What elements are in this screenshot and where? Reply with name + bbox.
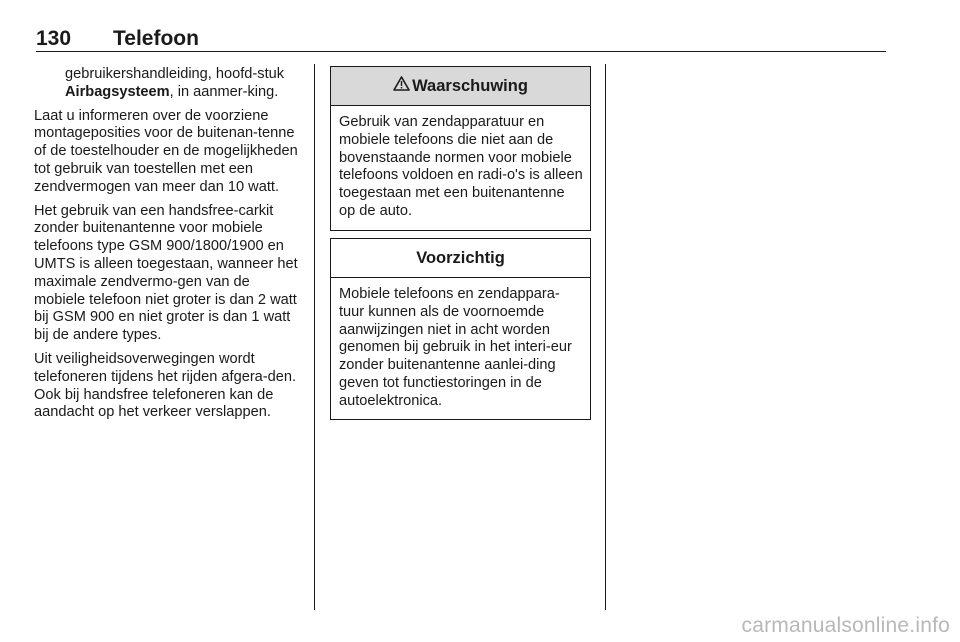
caution-box-title: Voorzichtig — [416, 248, 505, 267]
paragraph-mounting: Laat u informeren over de voorziene montageposities voor de buitenan-tenne of de toestelhouder en de mogelijkheden tot gebruik van toestellen met een zendvermogen van meer dan 10 watt. — [34, 107, 298, 195]
page-header — [36, 27, 886, 53]
paragraph-text: , in aanmer-king. — [169, 83, 279, 100]
warning-box — [330, 66, 591, 231]
left-column — [34, 66, 304, 428]
paragraph-safety: Uit veiligheidsoverwegingen wordt telefoneren tijdens het rijden afgera-den. Ook bij handsfree telefoneren kan de aandacht op het verkeer verslappen. — [34, 350, 297, 421]
paragraph-text: gebruikershandleiding, hoofd-stuk — [65, 66, 285, 82]
warning-triangle-icon — [393, 76, 410, 96]
column-divider — [605, 64, 606, 610]
caution-box-body: Mobiele telefoons en zendappara-tuur kunnen als de voornoemde aanwijzingen niet in acht worden genomen bij gebruik in het interi-eur zonder buitenantenne aanlei-ding geven tot functiestoringen in de autoelektronica. — [339, 286, 572, 409]
cross-reference: Airbagsysteem — [65, 83, 170, 100]
paragraph-continued — [34, 66, 304, 102]
warning-box-title: Waarschuwing — [412, 76, 528, 95]
chapter-title: Telefoon — [113, 27, 199, 50]
caution-box — [330, 238, 591, 420]
page-number: 130 — [36, 27, 72, 50]
warning-box-body: Gebruik van zendapparatuur en mobiele telefoons die niet aan de bovenstaande normen voor mobiele telefoons voldoen en radi-o's is alleen toegestaan met een buitenantenne op de auto. — [339, 114, 583, 219]
warning-box-header — [331, 67, 590, 106]
column-divider — [314, 64, 315, 610]
header-rule — [36, 51, 886, 52]
caution-box-header — [331, 239, 590, 278]
watermark: carmanualsonline.info — [741, 614, 950, 637]
paragraph-handsfree: Het gebruik van een handsfree-carkit zonder buitenantenne voor mobiele telefoons type GSM 900/1800/1900 en UMTS is alleen toegestaan, wanneer het maximale zendvermo-gen van de mobiele telefoon niet groter is dan 2 watt bij GSM 900 en niet groter is dan 1 watt bij de andere types. — [34, 202, 298, 344]
